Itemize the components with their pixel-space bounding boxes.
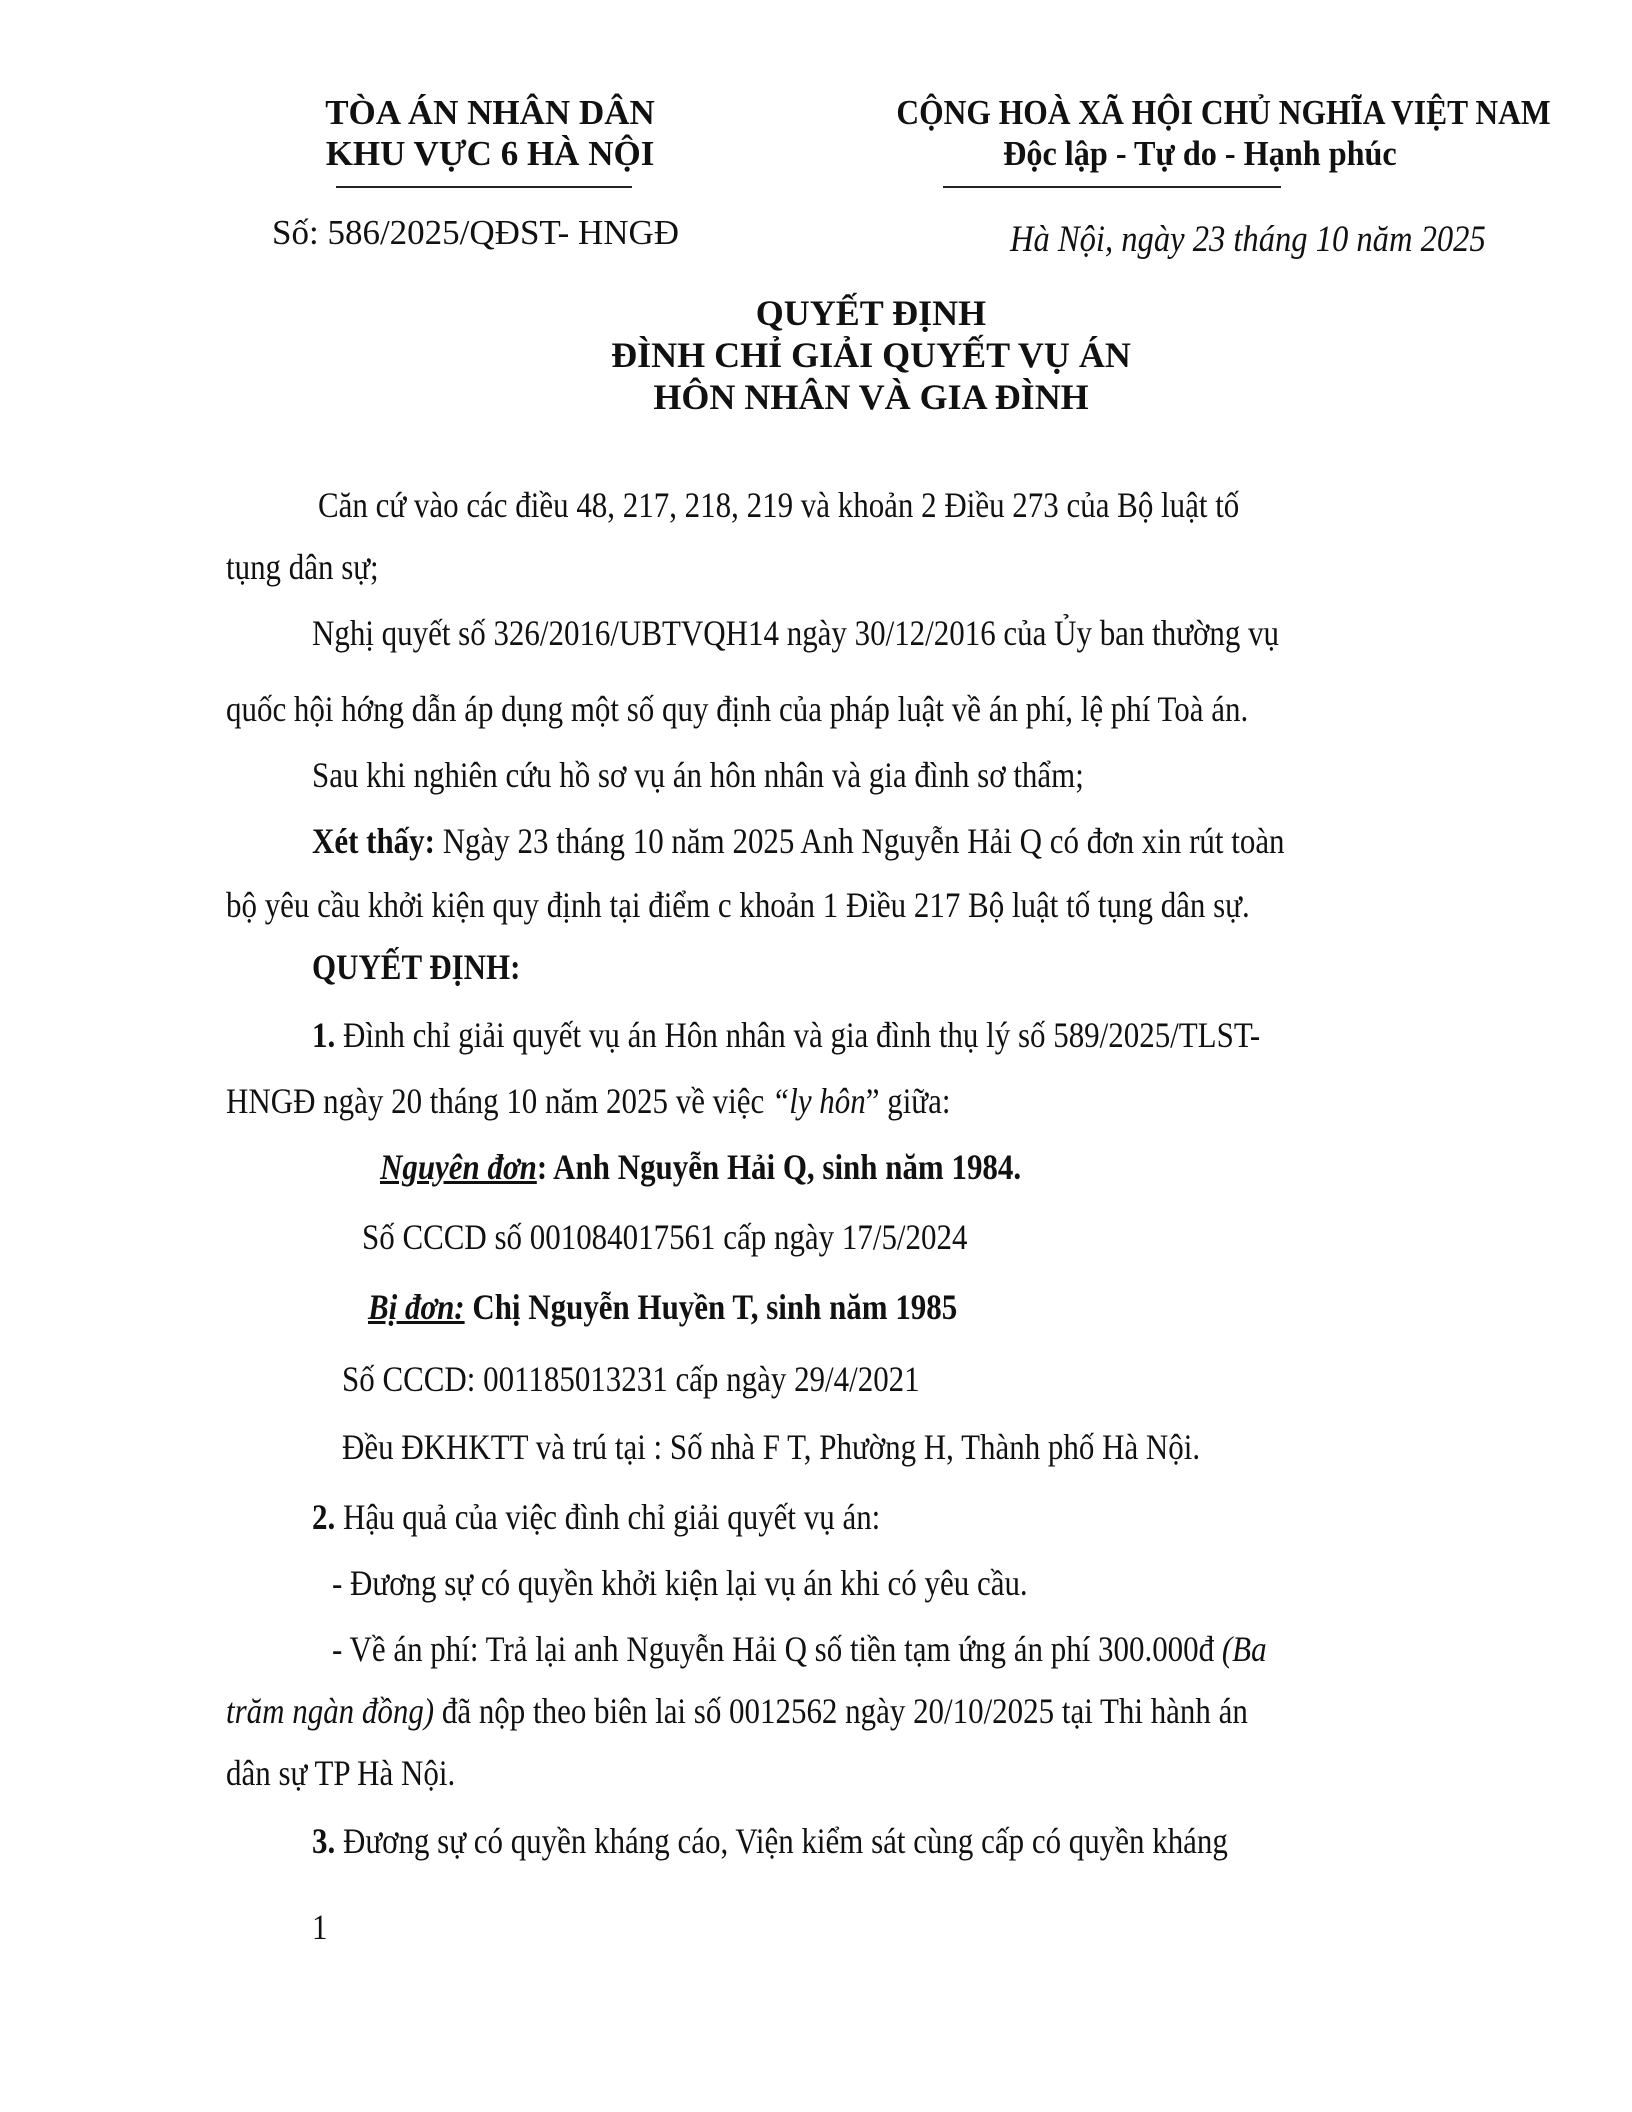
item3-text: Đương sự có quyền kháng cáo, Viện kiểm sát cùng cấp có quyền kháng [335, 1821, 1228, 1861]
country-name-wrap [860, 92, 1551, 133]
basis-paragraph-line2 [0, 546, 1632, 588]
plaintiff-name: Anh Nguyễn Hải Q, sinh năm 1984. [553, 1147, 1022, 1187]
title-line3: HÔN NHÂN VÀ GIA ĐÌNH [653, 377, 1089, 417]
text [332, 1628, 1267, 1670]
item3-number: 3. [312, 1821, 336, 1861]
text: bộ yêu cầu khởi kiện quy định tại điểm c khoản 1 Điều 217 Bộ luật tố tụng dân sự. [226, 885, 1250, 925]
address-line [0, 1426, 1632, 1468]
receipt-text: đã nộp theo biên lai số 0012562 ngày 20/10/2025 tại Thi hành án [434, 1691, 1248, 1731]
defendant-line [0, 1286, 1632, 1328]
item2-line [0, 1496, 1632, 1538]
title-line2: ĐÌNH CHỈ GIẢI QUYẾT VỤ ÁN [611, 335, 1131, 375]
text: - Đương sự có quyền khởi kiện lại vụ án khi có yêu cầu. [332, 1563, 1028, 1603]
finding-paragraph-line1 [0, 820, 1632, 862]
text [312, 1820, 1228, 1862]
defendant-name: Chị Nguyễn Huyền T, sinh năm 1985 [464, 1287, 958, 1327]
resolution-paragraph-line1 [0, 612, 1632, 654]
item1-line1 [0, 1014, 1632, 1056]
text [312, 820, 1285, 862]
text [380, 1146, 1021, 1188]
place-date-text: Hà Nội, ngày 23 tháng 10 năm 2025 [1010, 219, 1486, 260]
text: dân sự TP Hà Nội. [226, 1753, 456, 1793]
review-paragraph [0, 754, 1632, 796]
text: Số CCCD: 001185013231 cấp ngày 29/4/2021 [342, 1359, 920, 1399]
text [226, 1080, 950, 1122]
text [226, 1690, 1248, 1732]
fee-text: - Về án phí: Trả lại anh Nguyễn Hải Q số tiền tạm ứng án phí 300.000đ [332, 1629, 1222, 1669]
resolution-paragraph-line2 [0, 688, 1632, 730]
item2-bullet2-line2 [0, 1690, 1632, 1732]
place-and-date [1010, 218, 1551, 262]
text: Nghị quyết số 326/2016/UBTVQH14 ngày 30/12/2016 của Ủy ban thường vụ [312, 613, 1280, 653]
text: 1 [312, 1907, 328, 1947]
item1-line2 [0, 1080, 1632, 1122]
text [312, 1014, 1260, 1056]
court-name-line2: KHU VỰC 6 HÀ NỘI [325, 134, 655, 173]
court-name-underline [336, 186, 632, 188]
court-name-line1: TÒA ÁN NHÂN DÂN [325, 93, 655, 132]
item2-text: Hậu quả của việc đình chỉ giải quyết vụ án: [335, 1497, 881, 1537]
item2-bullet1 [0, 1562, 1632, 1604]
defendant-id [0, 1358, 1632, 1400]
text [368, 1286, 957, 1328]
plaintiff-id [0, 1216, 1632, 1258]
text [312, 1496, 880, 1538]
item1-text-b: ” giữa: [865, 1081, 951, 1121]
plaintiff-label: Nguyên đơn [380, 1147, 537, 1187]
text: Đều ĐKHKTT và trú tại : Số nhà F T, Phường H, Thành phố Hà Nội. [342, 1427, 1201, 1467]
motto-underline [943, 186, 1281, 188]
national-motto: Độc lập - Tự do - Hạnh phúc [1003, 134, 1397, 173]
finding-label: Xét thấy: [312, 821, 435, 861]
finding-text: Ngày 23 tháng 10 năm 2025 Anh Nguyễn Hải Q có đơn xin rút toàn [434, 821, 1285, 861]
title-line1: QUYẾT ĐỊNH [755, 293, 987, 333]
motto-wrap [860, 133, 1540, 174]
text: quốc hội hớng dẫn áp dụng một số quy định của pháp luật về án phí, lệ phí Toà án. [226, 689, 1249, 729]
fee-words-a: (Ba [1221, 1629, 1267, 1669]
court-name [260, 92, 720, 174]
basis-paragraph-line1 [0, 484, 1632, 526]
item1-text: Đình chỉ giải quyết vụ án Hôn nhân và gia đình thụ lý số 589/2025/TLST- [335, 1015, 1261, 1055]
item2-bullet2-line1 [0, 1628, 1632, 1670]
text: Căn cứ vào các điều 48, 217, 218, 219 và khoản 2 Điều 273 của Bộ luật tố [318, 485, 1240, 525]
plaintiff-line [0, 1146, 1632, 1188]
document-number: Số: 586/2025/QĐST- HNGĐ [272, 213, 680, 252]
text: QUYẾT ĐỊNH: [312, 947, 521, 987]
item3-line [0, 1820, 1632, 1862]
case-type: “ly hôn [771, 1081, 866, 1121]
text: tụng dân sự; [226, 547, 379, 587]
national-heading [860, 92, 1551, 174]
decision-heading [0, 946, 1632, 988]
country-name: CỘNG HOÀ XÃ HỘI CHỦ NGHĨA VIỆT NAM [896, 93, 1551, 132]
fee-words-b: trăm ngàn đồng) [226, 1691, 435, 1731]
page-number [0, 1906, 1632, 1948]
item1-text-a: HNGĐ ngày 20 tháng 10 năm 2025 về việc [226, 1081, 772, 1121]
item1-number: 1. [312, 1015, 336, 1055]
text: Sau khi nghiên cứu hồ sơ vụ án hôn nhân và gia đình sơ thẩm; [312, 755, 1084, 795]
item2-number: 2. [312, 1497, 336, 1537]
defendant-label: Bị đơn: [368, 1287, 465, 1327]
colon: : [536, 1147, 554, 1187]
item2-bullet2-line3 [0, 1752, 1632, 1794]
finding-paragraph-line2 [0, 884, 1632, 926]
text: Số CCCD số 001084017561 cấp ngày 17/5/2024 [362, 1217, 968, 1257]
document-title [0, 292, 1632, 418]
